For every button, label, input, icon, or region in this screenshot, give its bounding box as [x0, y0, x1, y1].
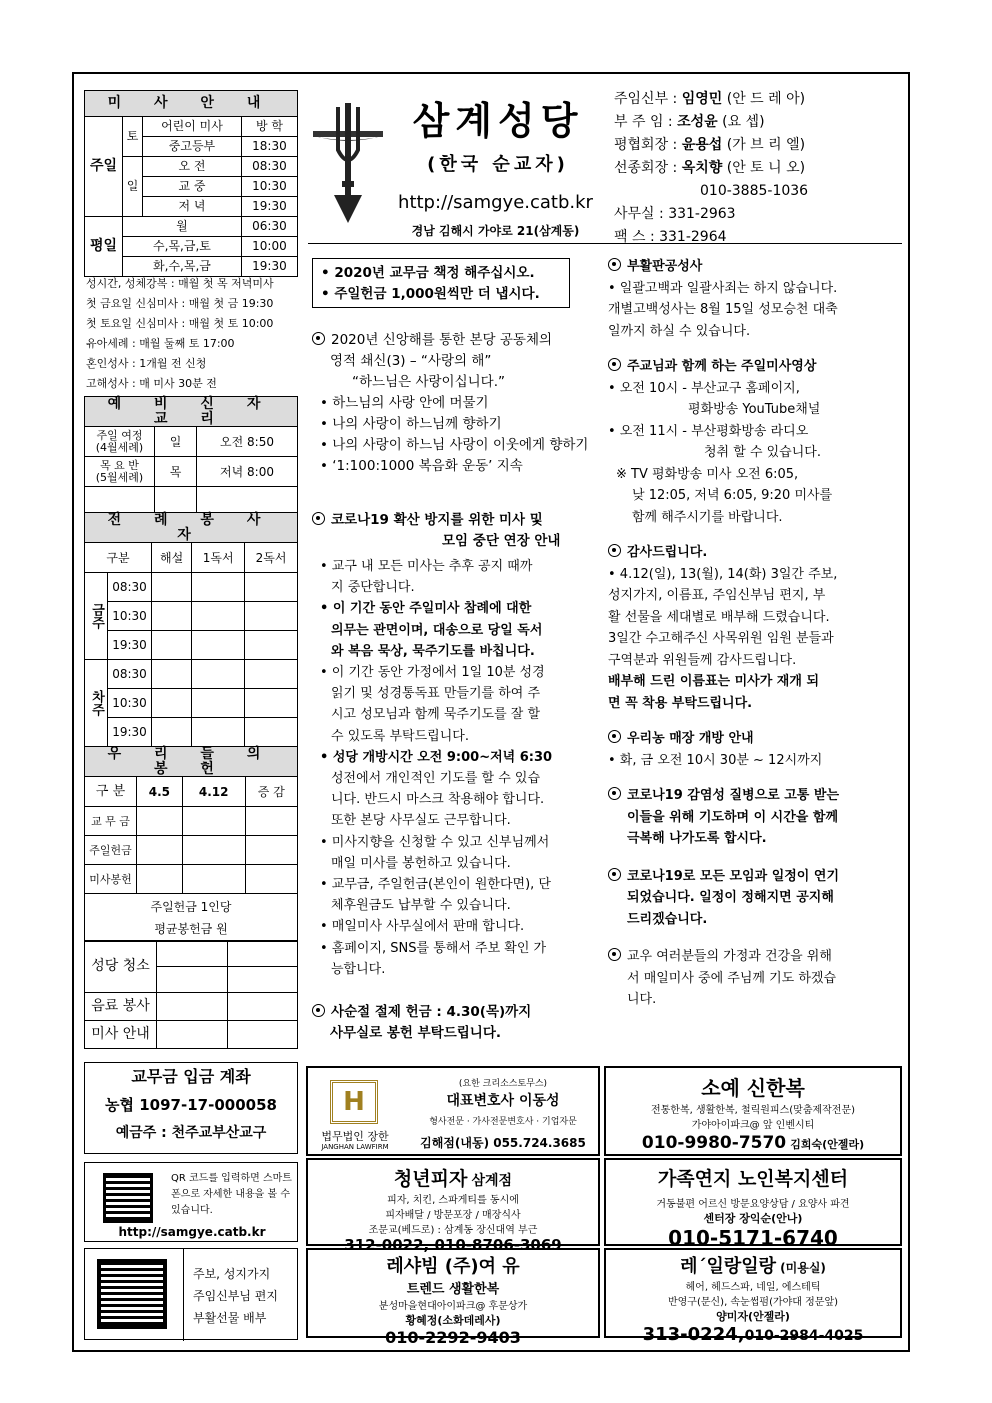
- header-divider: [308, 243, 902, 244]
- section-lent-offering: 사순절 절제 헌금 : 4.30(목)까지 사무실로 봉헌 부탁드립니다.: [312, 1002, 602, 1044]
- bullet-icon: [608, 868, 621, 881]
- qr-bulletin-box: 주보, 성지가지 주임신부님 편지 부활선물 배부: [84, 1248, 298, 1340]
- bank-account-box: 교무금 입금 계좌 농협 1097-17-000058 예금주 : 천주교부산교구: [84, 1062, 298, 1154]
- bullet-icon: [608, 258, 621, 271]
- church-url[interactable]: http://samgye.catb.kr: [398, 192, 593, 213]
- mass-title: 미 사 안 내: [85, 91, 298, 117]
- bullet-icon: [608, 730, 621, 743]
- law-logo-icon: H: [330, 1080, 378, 1124]
- mass-notes: 성시간, 성체강복 : 매월 첫 목 저녁미사 첫 금요일 신심미사 : 매월 첫 금 19:30 첫 토요일 신심미사 : 매월 첫 토 10:00 유아세례 : 매월 둘째 토 17:00 혼인성사 : 1개월 전 신청 고해성사 : 매 미사 30분 전: [86, 277, 274, 390]
- qr-code-icon[interactable]: [97, 1259, 167, 1329]
- ad-hanbok[interactable]: 소예 신한복 전통한복, 생활한복, 철릭원피스(맞춤제작전문) 가야아이파크@ 앞 인벤시티 010-9980-7570 김희숙(안젤라): [604, 1066, 902, 1156]
- offering-table: 우 리 들 의 봉 헌 구 분 4.5 4.12 증 감 교 무 금 주일헌금 미사봉헌 주일헌금 1인당 평균봉헌금 원: [84, 746, 298, 942]
- church-subtitle: (한국 순교자): [427, 154, 569, 175]
- covid-mass-list: • 교구 내 모든 미사는 추후 공지 때까 지 중단합니다. • 이 기간 동안 주일미사 참례에 대한 의무는 관면이며, 대송으로 당일 독서 와 복음 묵상, 묵주기도를 바칩니다. • 이 기간 동안 가정에서 1일 10분 성경 읽기 및 성경통독표 만들기를 하여 주 시고 성모님과 함께 묵주기도를 잘 할 수 있도록 부탁드립니다. • 성당 개방시간 오전 9:00~저녁 6:30 성전에서 개인적인 기도를 할 수 있습 니다. 반드시 마스크 착용해야 합니다. 또한 본당 사무실도 근무합니다. • 미사지향을 신청할 수 있고 신부님께서 매일 미사를 봉헌하고 있습니다. • 교무금, 주일헌금(본인이 원한다면), 단 체후원금도 납부할 수 있습니다. • 매일미사 사무실에서 판매 합니다. • 홈페이지, SNS를 통해서 주보 확인 가 능합니다.: [320, 559, 553, 977]
- section-spiritual-renewal: 2020년 신앙해를 통한 본당 공동체의 영적 쇄신(3) – “사랑의 해” “하느님은 사랑이십니다.” • 하느님의 사랑 안에 머물기 • 나의 사랑이 하느님께 향하기 • 나의 사랑이 하느님 사랑이 이웃에게 향하기 • ‘1:100:1000 복음화 운동’ 지속: [312, 330, 602, 477]
- church-address: 경남 김해시 가야로 21(삼계동): [411, 224, 580, 238]
- liturgy-service-table: 전 례 봉 사 자 구분 해설 1독서 2독서 금주 08:30 10:30 19:30 차주 08:30 10:30 19:30: [84, 512, 298, 747]
- mass-schedule-table: 미 사 안 내 주일 토 어린이 미사 방 학 중고등부 18:30 일 오 전 08:30 교 중 10:30 저 녁 19:30 평일 월 06:30 수,목,금,토 10:00 화,수,목,금 19:30: [84, 90, 298, 277]
- church-title: 삼계성당: [412, 99, 584, 143]
- ad-welfare-center[interactable]: 가족연지 노인복지센터 거동불편 어르신 방문요양상담 / 요양사 파견 센터장 장익순(안나) 010-5171-6740: [604, 1158, 902, 1246]
- ad-beauty-salon[interactable]: 레´일랑일랑 (미용실) 헤어, 헤드스파, 네일, 에스테틱 반영구(문신), 속눈썹펌(가야대 정문앞) 양미자(안젤라) 313-0224,010-2984-4025: [604, 1248, 902, 1338]
- notice-box: • 2020년 교무금 책정 해주십시오. • 주일헌금 1,000원씩만 더 냅시다.: [312, 258, 570, 308]
- ad-hanbok-oil[interactable]: 레샤빔 (주)여 유 트렌드 생활한복 분성마을현대아이파크@ 후문상가 황혜정(소화데레사) 010-2292-9403: [306, 1248, 600, 1338]
- qr-code-icon[interactable]: [103, 1173, 153, 1223]
- bullet-icon: [312, 1004, 325, 1017]
- bullet-icon: [608, 544, 621, 557]
- bullet-icon: [312, 332, 325, 345]
- ad-pizza[interactable]: 청년피자 삼계점 피자, 치킨, 스파게티를 동시에 피자배달 / 방문포장 / 매장식사 조문교(베드로) : 삼계동 장신대역 부근 312-0022, 010-8706-3069: [306, 1158, 600, 1246]
- cross-logo-icon: [308, 95, 388, 225]
- bullet-icon: [312, 512, 325, 525]
- duties-table: 성당 청소 음료 봉사 미사 안내: [84, 940, 298, 1049]
- staff-list: 주임신부 : 임영민 (안 드 레 아) 부 주 임 : 조성윤 (요 셉) 평협회장 : 윤용섭 (가 브 리 엘) 선종회장 : 옥치향 (안 토 니 오) 010-3885-1036 사무실 : 331-2963 팩 스 : 331-2964: [614, 88, 904, 249]
- office-fax: 팩 스 : 331-2964: [614, 229, 727, 245]
- qr-website-box: QR 코드를 입력하면 스마트폰으로 자세한 내용을 볼 수 있습니다. http://samgye.catb.kr: [84, 1162, 298, 1242]
- bullet-icon: [608, 358, 621, 371]
- catechumen-table: 예 비 신 자 교 리 주일 여정 (4월세례) 일 오전 8:50 목 요 반 (5월세례) 목 저녁 8:00: [84, 396, 298, 515]
- office-phone: 사무실 : 331-2963: [614, 206, 736, 222]
- bullet-icon: [608, 948, 621, 961]
- right-column: 부활판공성사 • 일괄고백과 일괄사죄는 하지 않습니다. 개별고백성사는 8월 15일 성모승천 대축 일까지 하실 수 있습니다. 주교님과 함께 하는 주일미사영상 • 오전 10시 - 부산교구 홈페이지, 평화방송 YouTube채널 • 오전 11시 - 부산평화방송 라디오 청취 할 수 있습니다. ※ TV 평화방송 미사 오전 6:05, 낮 12:05, 저녁 6:05, 9:20 미사를 함께 해주시기를 바랍니다. 감사드립니다. • 4.12(일), 13(월), 14(화) 3일간 주보, 성지가지, 이름표, 주임신부님 편지, 부 활 선물을 세대별로 배부해 드렸습니다. 3일간 수고해주신 사목위원 임원 분들과 구역분과 위원들께 감사드립니다. 배부해 드린 이름표는 미사가 재개 되 면 꼭 착용 부탁드립니다. 우리농 매장 개방 안내 • 화, 금 오전 10시 30분 ~ 12시까지 코로나19 감염성 질병으로 고통 받는 이들을 위해 기도하며 이 시간을 함께 극복해 나가도록 합시다. 코로나19로 모든 모임과 일정이 연기 되었습니다. 일정이 정해지면 공지해 드리겠습니다. 교우 여러분들의 가정과 건강을 위해 서 매일미사 중에 주님께 기도 하겠습 니다.: [608, 259, 840, 1007]
- bullet-icon: [608, 787, 621, 800]
- section-covid-mass: 코로나19 확산 방지를 위한 미사 및 모임 중단 연장 안내: [312, 510, 602, 552]
- ad-law-firm[interactable]: H 법무법인 장한 JANGHAN LAWFIRM (요한 크리소스토무스) 대표변호사 이동성 형사전문 · 가사전문변호사 · 기업자문 김해점(내동) 055.724.3685: [306, 1066, 600, 1156]
